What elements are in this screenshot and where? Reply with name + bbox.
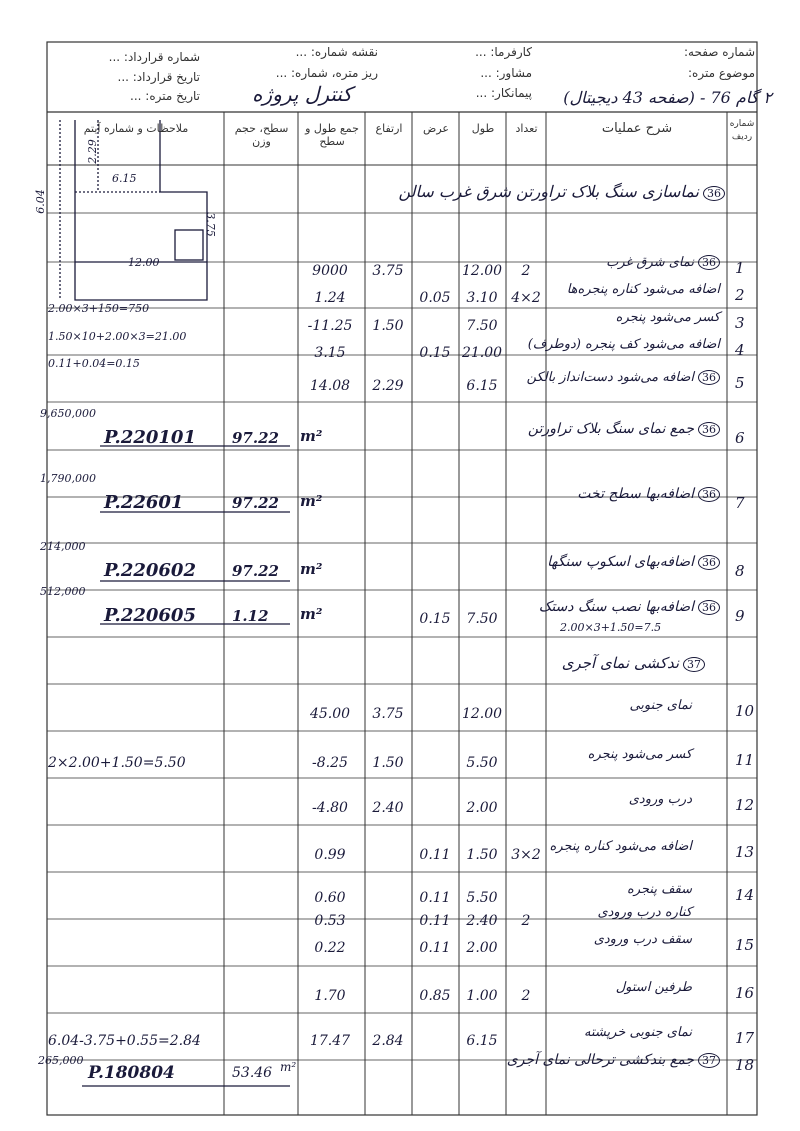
row-number: 15 [735,936,755,954]
cell-width: 0.11 [419,940,451,956]
cell-sum: 3.15 [314,345,346,361]
row-number: 16 [735,984,755,1002]
row-description: کسر می‌شود پنجره [615,310,720,325]
row-number: 5 [735,374,745,392]
ref-badge: 36 [698,422,720,437]
row-description: 36جمع نمای سنگ بلاک تراورتن [528,421,720,437]
cell-sum: 45.00 [309,706,351,722]
row-description: اضافه می‌شود کف پنجره (دوطرف) [527,337,720,352]
cell-length: 5.50 [466,755,498,771]
cell-length: 12.00 [461,263,503,279]
cell-sum: -8.25 [312,755,348,771]
unit-price: 265,000 [38,1054,84,1067]
cell-width: 0.11 [419,913,451,929]
row-description: اضافه می‌شود کناره پنجره [549,839,692,854]
col-count: تعداد [515,122,538,135]
row-description: نمای جنوبی خرپشته [584,1025,692,1040]
row-number: 1 [735,259,745,277]
page-number-label: شماره صفحه: [683,45,755,59]
cell-width: 0.15 [419,345,451,361]
item-code: P.180804 [88,1063,175,1083]
cell-sum: -4.80 [312,800,348,816]
row-number: 10 [735,702,755,720]
row-number: 14 [735,886,755,904]
cell-count: 4×2 [511,290,541,306]
row-description: نمای جنوبی [629,698,692,713]
employer-label: کارفرما: ... [475,45,532,59]
contractor-label: پیمانکار: ... [475,86,532,100]
row-description: درب ورودی [628,792,692,807]
cell-height: 2.84 [372,1033,404,1049]
row-note: 6.04-3.75+0.55=2.84 [48,1033,201,1049]
cell-length: 7.50 [466,318,498,334]
cell-length: 21.00 [461,345,503,361]
cell-height: 2.40 [372,800,404,816]
cell-sum: 0.53 [314,913,346,929]
row-description: کناره درب ورودی [597,905,692,920]
ref-badge: 36 [703,186,725,201]
row-note: 2×2.00+1.50=5.50 [48,755,186,771]
cell-count: 2 [521,263,531,279]
section-title-pointing: 37ندکشی نمای آجری [562,654,705,672]
item-unit: m² [300,560,323,578]
ref-badge: 36 [698,255,720,270]
cell-sum: 1.70 [314,988,346,1004]
row-number: 18 [735,1056,755,1074]
cell-length: 6.15 [466,378,498,394]
cell-height: 3.75 [372,263,404,279]
col-width: عرض [423,122,449,135]
cell-width: 0.85 [419,988,451,1004]
ref-badge: 36 [698,600,720,615]
metre-date-label: تاریخ متره: ... [130,89,200,103]
item-amount: 97.22 [232,562,279,580]
col-volume: سطح، حجم وزن [234,122,289,148]
item-unit: m² [300,427,323,445]
cell-sum: 0.22 [314,940,346,956]
item-amount: 53.46 [232,1065,273,1081]
cell-length: 7.50 [466,611,498,627]
ref-badge: 36 [698,487,720,502]
drawing-label: نقشه شماره: ... [295,45,378,59]
cell-count: 3×2 [511,847,541,863]
cell-sum: -11.25 [307,318,353,334]
sketch-dim-door: 3.75 [203,212,217,237]
cell-sum: 0.60 [314,890,346,906]
cell-height: 1.50 [372,318,404,334]
ref-badge: 36 [698,555,720,570]
row-description: 36نمای شرق غرب [606,255,720,270]
sketch-dim-width-top: 6.15 [112,172,137,185]
row-number: 11 [735,751,755,769]
row-note: 2.00×3+150=750 [48,302,150,315]
row-description: 36اضافه‌بهای اسکوپ سنگها [547,554,720,570]
sub-item-label: ریز متره، شماره: ... [275,66,378,80]
cell-length: 6.15 [466,1033,498,1049]
ref-badge: 36 [698,370,720,385]
subject-label: موضوع متره: [688,66,755,80]
cell-sum: 14.08 [309,378,351,394]
row-note: 0.11+0.04=0.15 [48,357,140,370]
row-description: کسر می‌شود پنجره [587,747,692,762]
item-code: P.220602 [104,560,196,581]
project-title: کنترل پروژه [252,82,352,106]
row-number: 2 [735,286,745,304]
row-number: 13 [735,843,755,861]
ref-badge: 37 [698,1053,720,1068]
cell-count: 2 [521,988,531,1004]
cell-length: 3.10 [466,290,498,306]
cell-sum: 17.47 [309,1033,351,1049]
sketch-dim-height: 6.04 [33,189,47,214]
cell-length: 2.00 [466,940,498,956]
item-code: P.220101 [104,427,196,448]
cell-width: 0.11 [419,847,451,863]
row-description: اضافه می‌شود کناره پنجره‌ها [566,282,720,297]
cell-sum: 0.99 [314,847,346,863]
page-ref: ۲ گام 76 - (صفحه 43 دیجیتال) [563,88,772,107]
col-description: شرح عملیات [601,121,673,136]
col-length: طول [471,122,495,135]
col-sum: جمع طول و سطح [305,122,359,148]
cell-length: 12.00 [461,706,503,722]
sketch-dim-base: 12.00 [128,256,160,269]
row-description: 37جمع بندکشی ترحالی نمای آجری [507,1052,720,1068]
item-code: P.220605 [104,605,196,626]
cell-length: 5.50 [466,890,498,906]
sketch-dim-top: 2.29 [85,139,99,164]
consultant-label: مشاور: ... [480,66,532,80]
item-amount: 97.22 [232,494,279,512]
row-number: 3 [735,314,745,332]
cell-sum: 1.24 [314,290,346,306]
cell-height: 3.75 [372,706,404,722]
row-note: 2.00×3+1.50=7.5 [560,621,662,634]
cell-length: 1.50 [466,847,498,863]
contract-no-label: شماره قرارداد: ... [108,50,200,64]
cell-length: 2.40 [466,913,498,929]
elevation-sketch [60,120,207,300]
row-number: 9 [735,607,745,625]
row-number: 6 [735,429,745,447]
row-description: سقف درب ورودی [593,932,692,947]
col-notes: ملاحظات و شماره آیتم [83,122,189,135]
row-number: 4 [735,341,745,359]
cell-length: 1.00 [466,988,498,1004]
unit-price: 9,650,000 [40,407,96,420]
unit-price: 512,000 [40,585,86,598]
cell-length: 2.00 [466,800,498,816]
cell-sum: 9000 [312,263,348,279]
item-code: P.22601 [104,492,184,513]
row-description: سقف پنجره [627,882,692,897]
item-amount: 97.22 [232,429,279,447]
item-unit: m² [300,605,323,623]
ref-badge: 37 [683,657,705,672]
cell-height: 1.50 [372,755,404,771]
col-row: شماره ردیف [729,119,755,142]
row-note: 1.50×10+2.00×3=21.00 [48,330,187,343]
row-number: 12 [735,796,755,814]
unit-price: 214,000 [40,540,86,553]
cell-height: 2.29 [372,378,404,394]
unit-price: 1,790,000 [40,472,96,485]
item-unit: m² [300,492,323,510]
row-number: 17 [735,1029,755,1047]
row-number: 7 [735,494,745,512]
row-description: طرفین استول [615,980,692,995]
row-number: 8 [735,562,745,580]
contract-date-label: تاریخ قرارداد: ... [117,70,200,84]
row-description: 36اضافه می‌شود دست‌انداز بالکن [527,370,720,385]
cell-width: 0.11 [419,890,451,906]
cell-width: 0.05 [419,290,451,306]
cell-width: 0.15 [419,611,451,627]
row-description: 36اضافه‌بها نصب سنگ دستک [539,599,720,615]
section-title-stone: 36نماسازی سنگ بلاک تراورتن شرق غرب سالن [398,182,725,201]
cell-count: 2 [521,913,531,929]
item-amount: 1.12 [232,607,269,625]
row-description: 36اضافه‌بها سطح تخت [577,486,720,502]
col-height: ارتفاع [375,122,403,135]
item-unit: m² [280,1060,297,1074]
